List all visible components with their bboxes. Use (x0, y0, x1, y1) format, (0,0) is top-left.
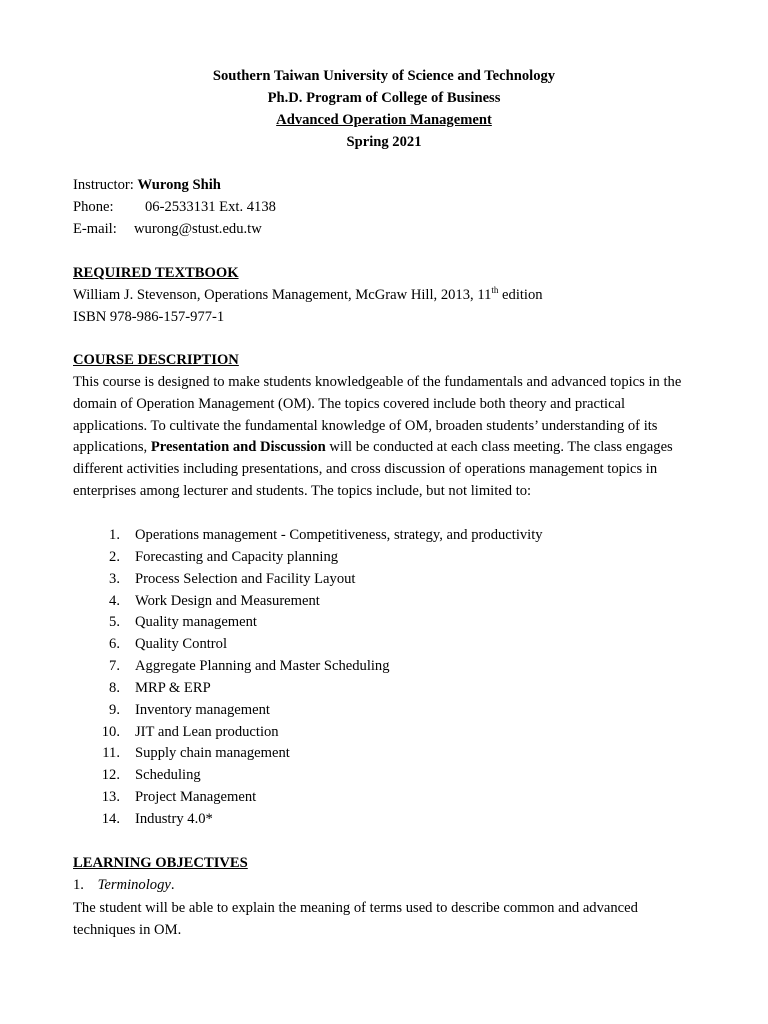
objective-item-1 (73, 877, 175, 894)
list-item-text: Supply chain management (135, 745, 290, 762)
list-item-text: Inventory management (135, 701, 270, 718)
description-heading: COURSE DESCRIPTION (73, 352, 239, 368)
textbook-citation (73, 287, 543, 304)
desc-text-before: This course is designed to make students knowledgeable of the fundamentals and advanced topics in the domain of Operation Management (OM). The topics covered include both theory and practical applications. To cultivate the fundamental knowledge of OM, broaden students’ understanding of its applications, (73, 374, 682, 456)
list-item-text: MRP & ERP (135, 679, 211, 696)
list-item-number: 7. (109, 658, 120, 675)
citation-end: edition (498, 287, 543, 303)
instructor-name: Wurong Shih (137, 177, 221, 193)
objective-num: 1. (73, 877, 84, 893)
program-name: Ph.D. Program of College of Business (267, 90, 501, 106)
objective-title: Terminology (97, 877, 171, 893)
list-item-text: Quality Control (135, 636, 228, 653)
objective-description: The student will be able to explain the meaning of terms used to describe common and advanced techniques in OM. (73, 900, 638, 938)
list-item-number: 12. (101, 767, 120, 784)
list-item-number: 13. (101, 789, 120, 806)
list-item-number: 11. (102, 745, 120, 762)
list-item-text: JIT and Lean production (135, 723, 279, 740)
objectives-heading: LEARNING OBJECTIVES (73, 855, 248, 871)
textbook-isbn: ISBN 978-986-157-977-1 (73, 309, 225, 325)
objective-punct: . (170, 877, 175, 893)
term: Spring 2021 (346, 134, 422, 150)
list-item-number: 6. (109, 636, 120, 653)
university-name: Southern Taiwan University of Science and Technology (212, 68, 556, 84)
email-line (73, 221, 262, 238)
list-item-text: Operations management - Competitiveness, strategy, and productivity (135, 527, 543, 543)
instructor-label: Instructor: (73, 177, 138, 193)
list-item-text: Forecasting and Capacity planning (135, 548, 339, 565)
list-item-number: 1. (109, 527, 120, 543)
citation-sup: th (491, 285, 499, 296)
course-title: Advanced Operation Management (276, 112, 492, 128)
list-item-text: Project Management (135, 789, 257, 806)
phone-line (73, 199, 276, 216)
desc-text-after: will be conducted at each class meeting. The class engages different activities including presentations, and cross discussion of operations management topics in enterprises among lecturer and students. The topics include, but not limited to: (73, 439, 673, 499)
desc-text-bold: Presentation and Discussion (150, 439, 326, 456)
description-paragraph (73, 372, 683, 503)
list-item-text: Aggregate Planning and Master Scheduling (135, 658, 390, 675)
citation-main: William J. Stevenson, Operations Management, McGraw Hill, 2013, 11 (73, 287, 492, 303)
course-title-wrap (0, 112, 768, 129)
list-item-number: 10. (101, 723, 120, 740)
list-item-number: 14. (101, 810, 120, 827)
list-item-number: 5. (109, 614, 120, 631)
list-item-number: 8. (109, 679, 120, 696)
list-item-number: 2. (109, 548, 120, 565)
list-item-text: Scheduling (135, 767, 201, 784)
list-item-text: Industry 4.0* (135, 810, 213, 827)
list-item-text: Quality management (135, 614, 257, 631)
phone-label: Phone: (73, 199, 114, 215)
email-value: wurong@stust.edu.tw (134, 221, 262, 237)
list-item-text: Work Design and Measurement (135, 592, 320, 609)
textbook-heading: REQUIRED TEXTBOOK (73, 265, 239, 281)
email-label: E-mail: (73, 221, 117, 237)
phone-value: 06-2533131 Ext. 4138 (145, 199, 276, 215)
list-item-number: 3. (109, 570, 120, 587)
list-item-number: 9. (109, 701, 120, 718)
list-item-number: 4. (109, 592, 120, 609)
instructor-line (73, 177, 221, 194)
list-item-text: Process Selection and Facility Layout (135, 570, 356, 587)
